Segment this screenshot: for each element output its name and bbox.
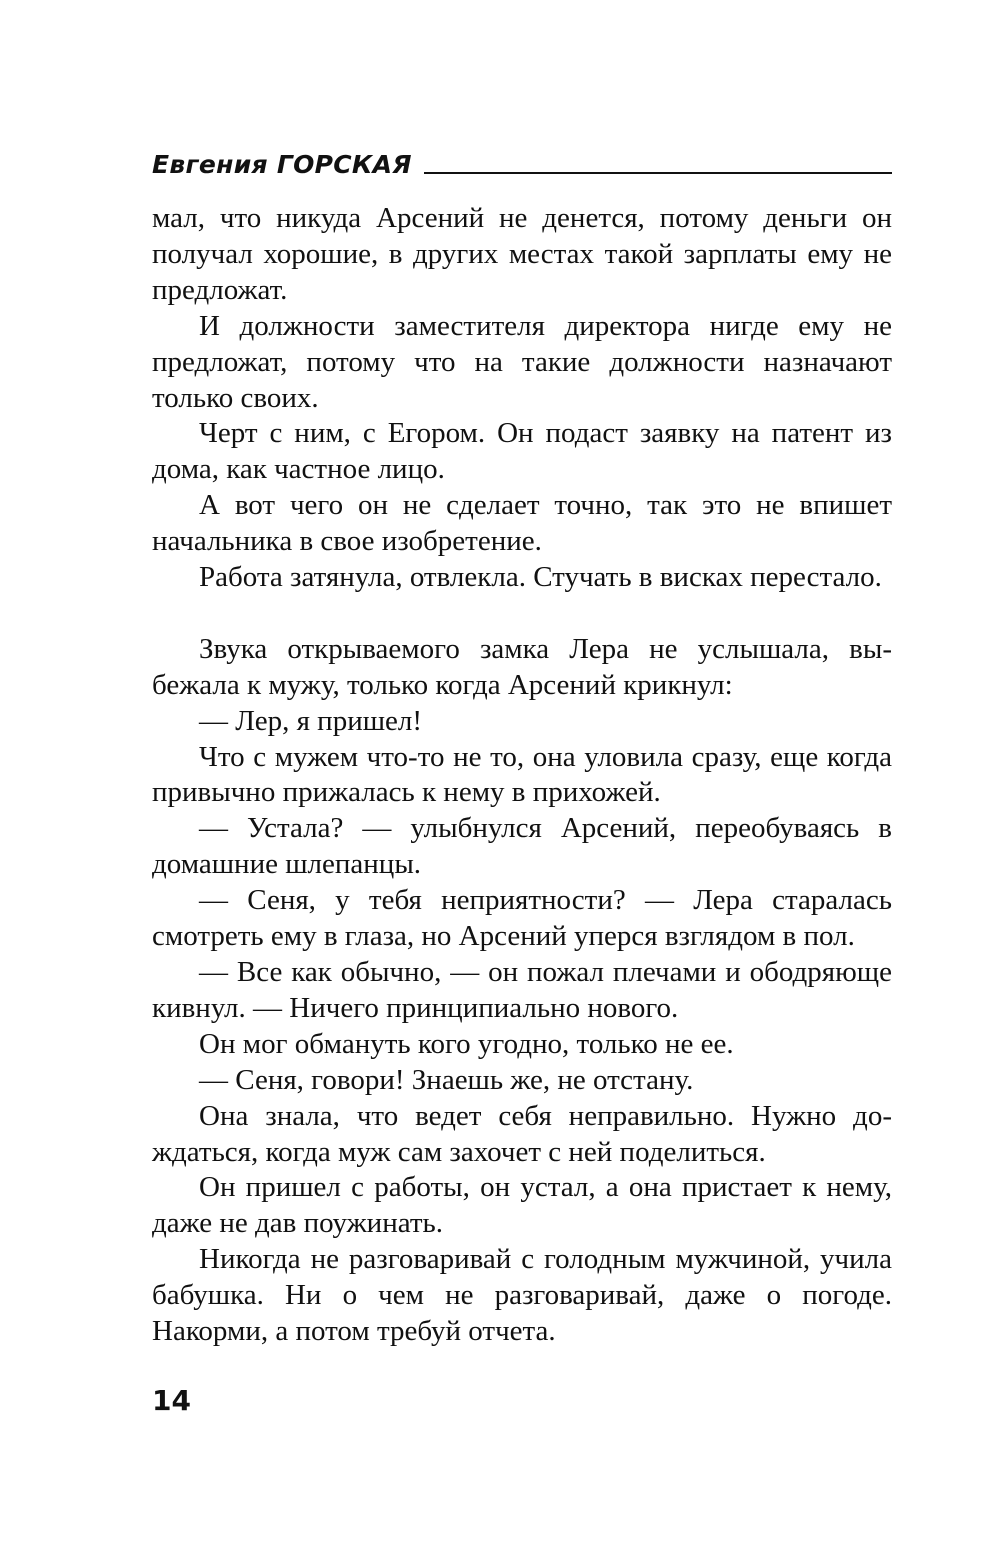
paragraph-10: — Сеня, у тебя неприятности? — Лера старалась смотреть ему в глаза, но Арсений уперся взглядом в пол. (152, 884, 892, 953)
paragraph-15: Он пришел с работы, он устал, а она пристает к нему, даже не дав поужинать. (152, 1171, 892, 1240)
paragraph-2: И должности заместителя директора нигде ему не предложат, потому что на такие должности назначают только своих. (152, 309, 892, 414)
paragraph-6: Звука открываемого замка Лера не услышала, выбежала к мужу, только когда Арсений крикнул: (152, 632, 892, 701)
paragraph-13: — Сеня, говори! Знаешь же, не отстану. (199, 1063, 694, 1096)
paragraph-1: мал, что никуда Арсений не денется, потому деньги он получал хорошие, в других местах такой зарплаты ему не предложат. (152, 202, 892, 306)
paragraph-11: — Все как обычно, — он пожал плечами и ободряюще кивнул. — Ничего принципиально нового. (152, 956, 892, 1024)
header-author-name: Евгения ГОРСКАЯ (152, 150, 412, 179)
body-text (152, 201, 892, 1350)
running-header (152, 140, 892, 180)
paragraph-12: Он мог обмануть кого угодно, только не ее. (199, 1027, 734, 1060)
paragraph-4: А вот чего он не сделает точно, так это не впишет начальника в свое изобретение. (152, 489, 892, 558)
paragraph-5: Работа затянула, отвлекла. Стучать в висках перестало. (199, 561, 882, 594)
page-number: 14 (152, 1384, 191, 1417)
paragraph-8: Что с мужем что-то не то, она уловила сразу, еще когда привычно прижалась к нему в прихожей. (152, 740, 892, 809)
header-rule (424, 172, 892, 174)
paragraph-3: Черт с ним, с Егором. Он подаст заявку на патент из дома, как частное лицо. (152, 417, 892, 486)
paragraph-7: — Лер, я пришел! (199, 704, 423, 737)
paragraph-9: — Устала? — улыбнулся Арсений, переобуваясь в домашние шлепанцы. (152, 812, 892, 881)
paragraph-16: Никогда не разговаривай с голодным мужчиной, учила бабушка. Ни о чем не разговаривай, даже о погоде. Накорми, а потом требуй отчета. (152, 1243, 892, 1348)
paragraph-14: Она знала, что ведет себя неправильно. Нужно дождаться, когда муж сам захочет с ней поделиться. (152, 1099, 892, 1168)
